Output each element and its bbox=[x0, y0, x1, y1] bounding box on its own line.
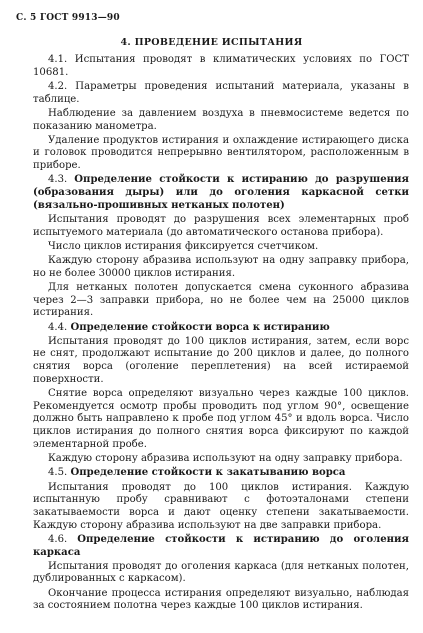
heading-number: 4.3. bbox=[48, 174, 68, 186]
heading-number: 4.4. bbox=[48, 321, 68, 333]
heading-text: Определение стойкости ворса к истиранию bbox=[70, 321, 330, 333]
subsection-heading-4-6 bbox=[33, 534, 409, 559]
paragraph: Окончание процесса истирания определяют визуально, наблюдая за состоянием полотна через каждые 100 циклов истирания. bbox=[33, 587, 409, 612]
heading-text: Определение стойкости к истиранию до оголения каркаса bbox=[33, 533, 409, 558]
subsection-heading-4-5 bbox=[33, 467, 409, 480]
paragraph: Каждую сторону абразива используют на одну заправку прибора. bbox=[48, 453, 403, 465]
paragraph: Каждую сторону абразива используют на одну заправку прибора, но не более 30000 циклов истирания. bbox=[33, 255, 409, 279]
subsection-heading-4-4 bbox=[33, 322, 409, 335]
paragraph: Число циклов истирания фиксируется счетчиком. bbox=[48, 240, 319, 252]
paragraph: Испытания проводят до 100 циклов истирания. Каждую испытанную пробу сравнивают с фотоэталонами степени закатываемости ворса и дают оценку степени закатываемости. Каждую сторону абразива используют на две заправки прибора. bbox=[33, 481, 409, 531]
paragraph-4-1: 4.1. Испытания проводят в климатических условиях по ГОСТ 10681. bbox=[33, 54, 409, 78]
page-header: С. 5 ГОСТ 9913—90 bbox=[16, 13, 120, 23]
paragraph: Испытания проводят до разрушения всех элементарных проб испытуемого материала (до автоматического останова прибора). bbox=[33, 213, 409, 238]
paragraph: Удаление продуктов истирания и охлаждение истирающего диска и головок проводится непрерывно вентилятором, расположенным в приборе. bbox=[33, 134, 409, 172]
heading-number: 4.5. bbox=[48, 467, 68, 479]
section-title: 4. ПРОВЕДЕНИЕ ИСПЫТАНИЯ bbox=[120, 37, 303, 48]
paragraph: Испытания проводят до оголения каркаса (для нетканых полотен, дублированных с каркасом). bbox=[33, 560, 409, 585]
paragraph-4-2: 4.2. Параметры проведения испытаний материала, указаны в таблице. bbox=[33, 80, 409, 105]
heading-text: Определение стойкости к закатыванию ворса bbox=[70, 467, 346, 479]
paragraph: Испытания проводят до 100 циклов истирания, затем, если ворс не снят, продолжают испытание до 200 циклов и далее, до полного снятия ворса (оголение переплетения) на всей истираемой поверхности. bbox=[33, 335, 409, 385]
paragraph: Снятие ворса определяют визуально через каждые 100 циклов. Рекомендуется осмотр пробы проводить под углом 90°, освещение должно быть направлено к пробе под углом 45° и вдоль ворса. Число циклов истирания до полного снятия ворса фиксируют по каждой элементарной пробе. bbox=[33, 388, 409, 450]
paragraph: Для нетканых полотен допускается смена суконного абразива через 2—3 заправки прибора, но не более чем на 25000 циклов истирания. bbox=[33, 281, 409, 319]
paragraph: Наблюдение за давлением воздуха в пневмосистеме ведется по показанию манометра. bbox=[33, 107, 409, 132]
heading-number: 4.6. bbox=[48, 533, 68, 545]
heading-text: Определение стойкости к истиранию до разрушения (образования дыры) или до оголения каркасной сетки (вязально-прошивных нетканых полотен) bbox=[33, 174, 409, 211]
subsection-heading-4-3 bbox=[33, 174, 409, 212]
document-body bbox=[33, 54, 409, 615]
